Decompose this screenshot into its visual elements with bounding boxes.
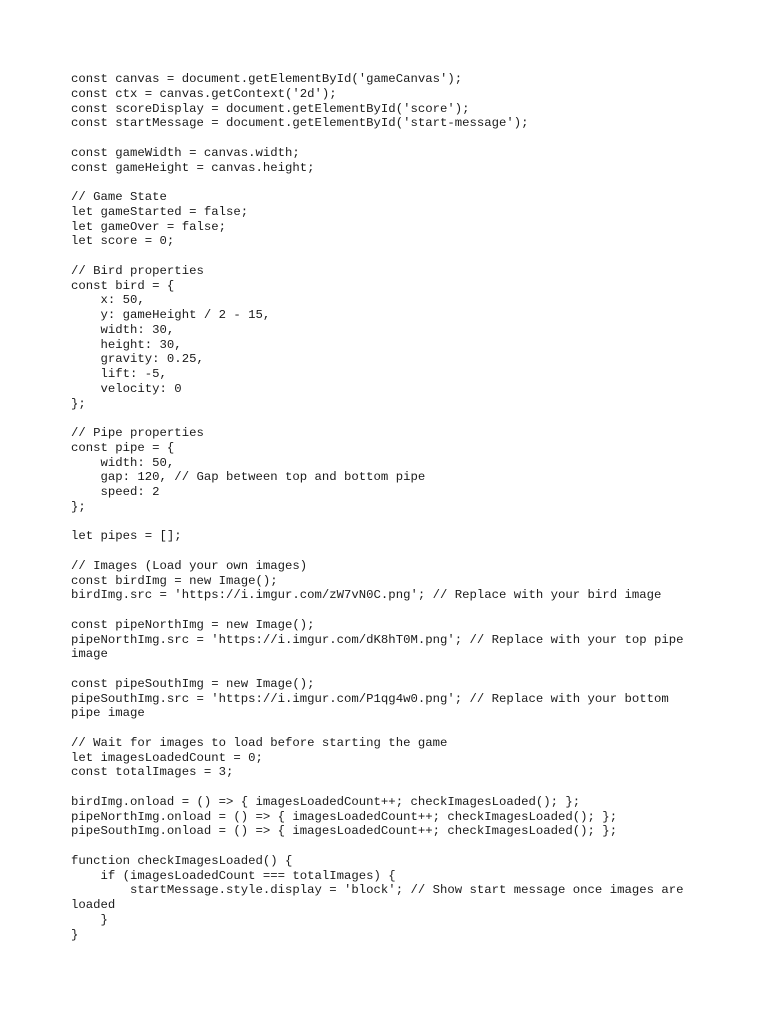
code-line: const pipeSouthImg = new Image(); — [71, 676, 315, 691]
code-line: let pipes = []; — [71, 529, 182, 544]
code-line: pipeSouthImg.onload = () => { imagesLoadedCount++; checkImagesLoaded(); }; — [71, 824, 618, 839]
code-line: // Game State — [71, 190, 167, 204]
code-line — [71, 662, 711, 677]
code-line: function checkImagesLoaded() { — [71, 853, 293, 868]
code-line: const gameHeight = canvas.height; — [71, 160, 315, 175]
code-line: lift: -5, — [71, 367, 167, 381]
code-line: pipe image — [71, 706, 145, 721]
code-line: const startMessage = document.getElementById('start-message'); — [71, 116, 529, 131]
code-line: // Bird properties — [71, 263, 204, 278]
code-line — [71, 603, 711, 618]
code-line: width: 30, — [71, 322, 175, 337]
code-line: const bird = { — [71, 278, 175, 293]
code-line: const totalImages = 3; — [71, 765, 234, 780]
code-line: if (imagesLoadedCount === totalImages) { — [71, 868, 396, 883]
code-line: }; — [71, 396, 86, 411]
code-line: const pipeNorthImg = new Image(); — [71, 617, 315, 632]
code-line: const scoreDisplay = document.getElementById('score'); — [71, 101, 470, 116]
code-line: pipeNorthImg.src = 'https://i.imgur.com/dK8hT0M.png'; // Replace with your top pipe — [71, 632, 684, 647]
code-line: gravity: 0.25, — [71, 352, 204, 367]
code-line — [71, 131, 711, 146]
code-line: let gameOver = false; — [71, 219, 226, 234]
code-line: const canvas = document.getElementById('gameCanvas'); — [71, 72, 463, 86]
code-line: let gameStarted = false; — [71, 204, 249, 219]
code-line: }; — [71, 499, 86, 514]
code-line: const ctx = canvas.getContext('2d'); — [71, 86, 337, 101]
code-line: loaded — [71, 898, 116, 912]
code-line — [71, 249, 711, 264]
code-line — [71, 544, 711, 559]
code-line: pipeNorthImg.onload = () => { imagesLoadedCount++; checkImagesLoaded(); }; — [71, 809, 618, 824]
code-line — [71, 721, 711, 736]
code-line: } — [71, 927, 79, 942]
code-line — [71, 780, 711, 795]
code-line — [71, 175, 711, 190]
code-line: birdImg.src = 'https://i.imgur.com/zW7vN0C.png'; // Replace with your bird image — [71, 588, 662, 603]
code-line — [71, 515, 711, 530]
code-line: const pipe = { — [71, 440, 175, 455]
code-line: x: 50, — [71, 293, 145, 308]
code-line: gap: 120, // Gap between top and bottom pipe — [71, 470, 426, 485]
code-line: image — [71, 647, 108, 662]
code-line: startMessage.style.display = 'block'; // Show start message once images are — [71, 883, 684, 898]
code-line: speed: 2 — [71, 485, 160, 499]
code-line: // Images (Load your own images) — [71, 558, 308, 573]
code-line: } — [71, 912, 108, 927]
code-line — [71, 839, 711, 854]
code-line — [71, 411, 711, 426]
code-line: // Wait for images to load before starting the game — [71, 735, 448, 750]
code-block — [71, 72, 711, 942]
code-line: let score = 0; — [71, 234, 175, 249]
code-line: velocity: 0 — [71, 381, 182, 396]
code-line: pipeSouthImg.src = 'https://i.imgur.com/P1qg4w0.png'; // Replace with your bottom — [71, 691, 669, 706]
code-line: // Pipe properties — [71, 426, 204, 440]
code-line: birdImg.onload = () => { imagesLoadedCount++; checkImagesLoaded(); }; — [71, 794, 581, 809]
code-line: height: 30, — [71, 337, 182, 352]
code-line: width: 50, — [71, 455, 175, 470]
code-line: y: gameHeight / 2 - 15, — [71, 308, 271, 322]
code-line: let imagesLoadedCount = 0; — [71, 750, 263, 765]
code-line: const gameWidth = canvas.width; — [71, 145, 300, 160]
code-line: const birdImg = new Image(); — [71, 573, 278, 588]
